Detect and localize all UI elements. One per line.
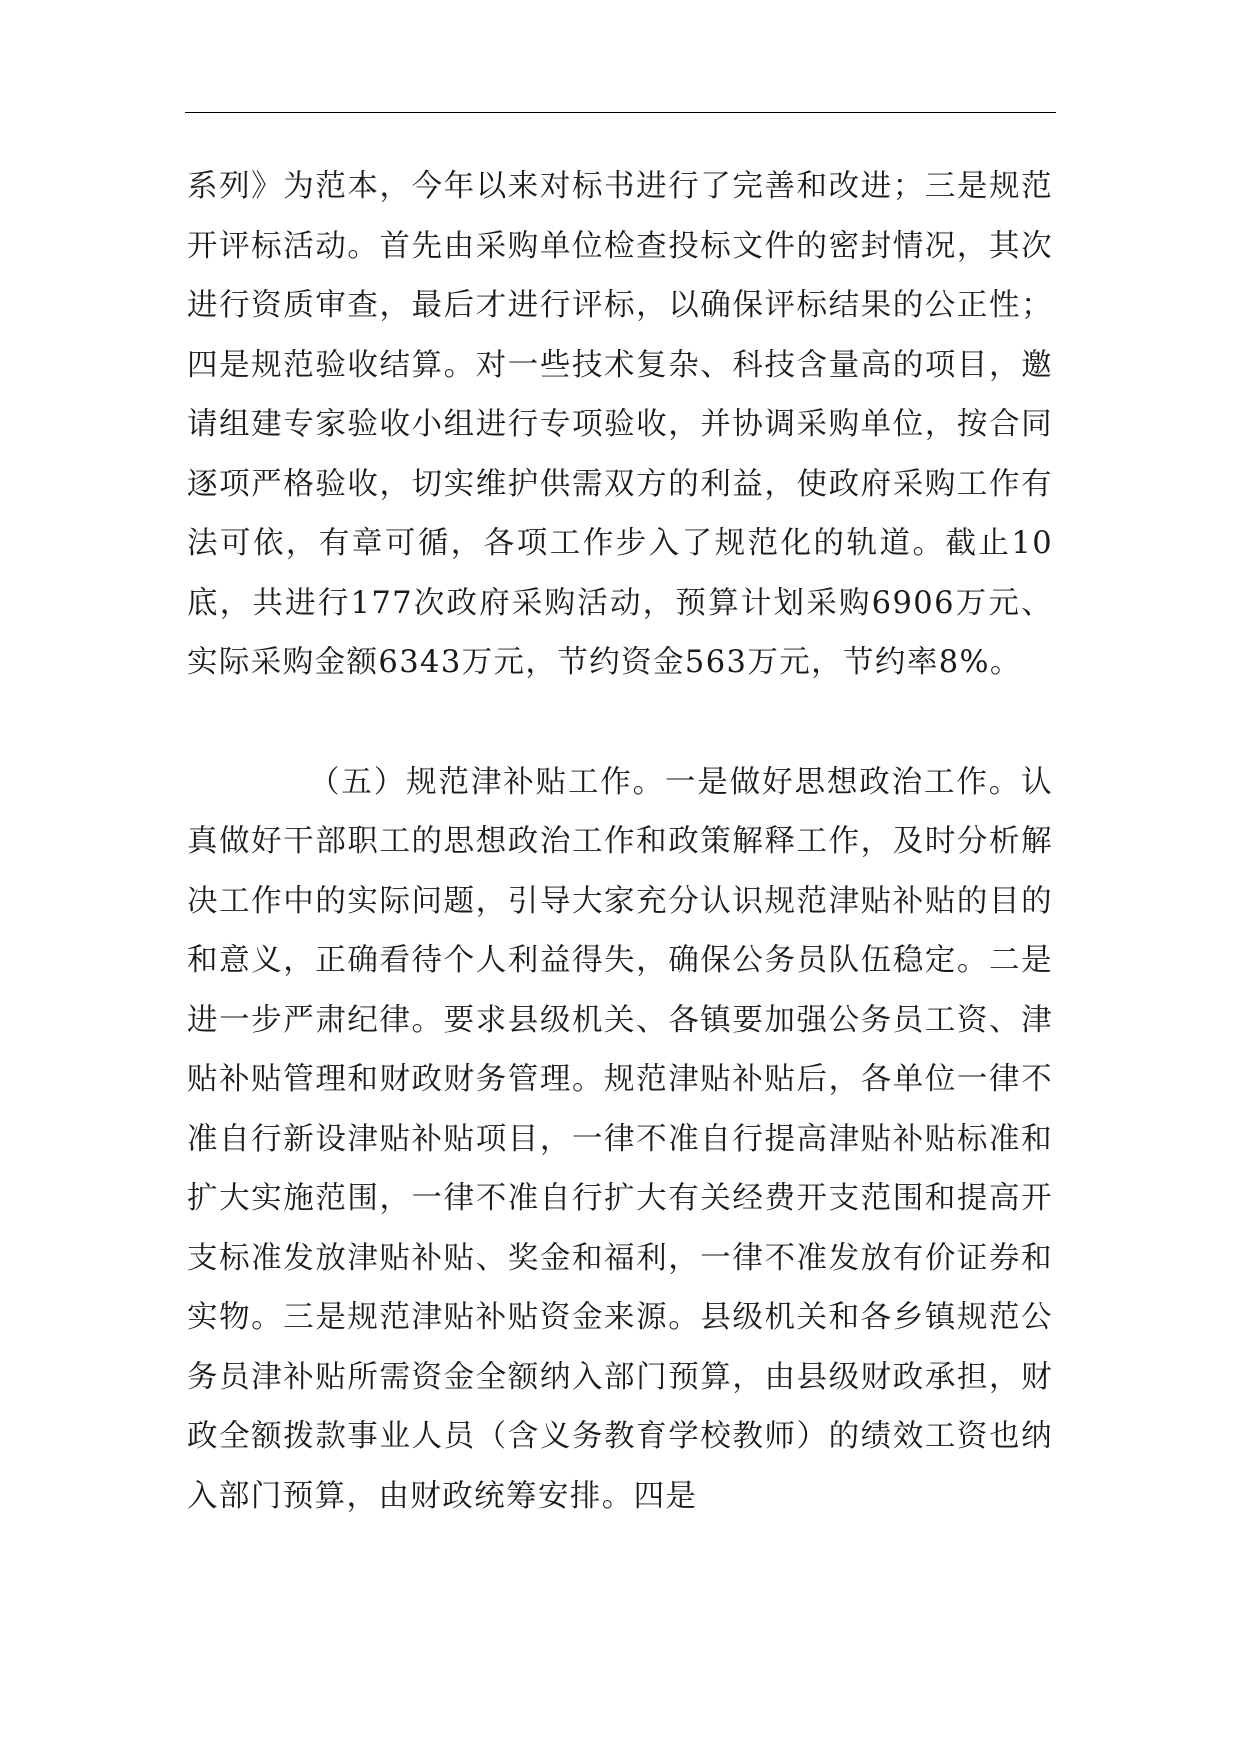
header-rule: [185, 112, 1056, 113]
paragraph-spacer: [187, 693, 1053, 753]
document-body: [187, 157, 1053, 1526]
paragraph-procurement: 系列》为范本，今年以来对标书进行了完善和改进；三是规范开评标活动。首先由采购单位检查投标文件的密封情况，其次进行资质审查，最后才进行评标，以确保评标结果的公正性；四是规范验收结算。对一些技术复杂、科技含量高的项目，邀请组建专家验收小组进行专项验收，并协调采购单位，按合同逐项严格验收，切实维护供需双方的利益，使政府采购工作有法可依，有章可循，各项工作步入了规范化的轨道。截止10底，共进行177次政府采购活动，预算计划采购6906万元、实际采购金额6343万元，节约资金563万元，节约率8%。: [187, 169, 1053, 680]
paragraph-allowance-reform: （五）规范津补贴工作。一是做好思想政治工作。认真做好干部职工的思想政治工作和政策解释工作，及时分析解决工作中的实际问题，引导大家充分认识规范津贴补贴的目的和意义，正确看待个人利益得失，确保公务员队伍稳定。二是进一步严肃纪律。要求县级机关、各镇要加强公务员工资、津贴补贴管理和财政财务管理。规范津贴补贴后，各单位一律不准自行新设津贴补贴项目，一律不准自行提高津贴补贴标准和扩大实施范围，一律不准自行扩大有关经费开支范围和提高开支标准发放津贴补贴、奖金和福利，一律不准发放有价证券和实物。三是规范津贴补贴资金来源。县级机关和各乡镇规范公务员津补贴所需资金全额纳入部门预算，由县级财政承担，财政全额拨款事业人员（含义务教育学校教师）的绩效工资也纳入部门预算，由财政统筹安排。四是: [187, 764, 1053, 1514]
